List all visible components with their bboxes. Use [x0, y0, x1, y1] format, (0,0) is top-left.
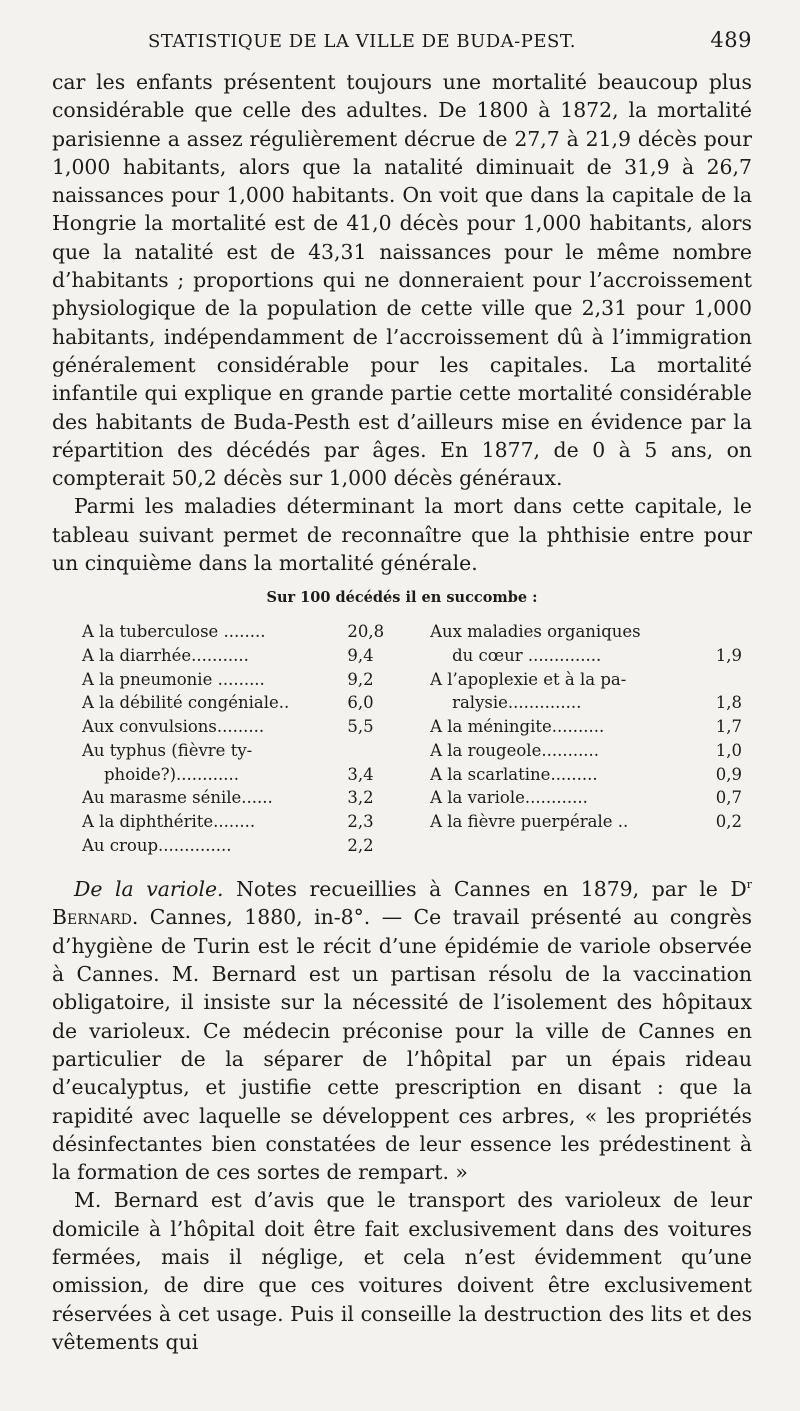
paragraph-transport: M. Bernard est d’avis que le transport des varioleux de leur domicile à l’hôpital doit être fait exclusivement dans des voitures fermées, mais il néglige, et cela n’est évidemment qu’une omission, de dire que ces voitures doivent être exclusivement réservées à cet usage. Puis il conseille la destruction des lits et des vêtements qui	[52, 1188, 752, 1354]
disease-label: Aux maladies organiques	[430, 622, 641, 642]
disease-label: Au marasme sénile......	[82, 788, 273, 808]
disease-value	[704, 620, 742, 644]
disease-label: phoide?)............	[104, 764, 239, 784]
table-row	[82, 620, 742, 644]
disease-value	[347, 739, 430, 763]
table-row	[82, 691, 742, 715]
table-row	[82, 763, 742, 787]
disease-label: A la diphthérite........	[82, 811, 256, 831]
disease-value: 1,8	[715, 693, 742, 713]
paragraph-diseases-intro: Parmi les maladies déterminant la mort dans cette capitale, le tableau suivant permet de reconnaître que la phthisie entre pour un cinquième dans la mortalité générale.	[52, 494, 752, 576]
author-name: Bernard	[52, 905, 132, 930]
disease-value: 0,2	[715, 811, 742, 831]
table-row	[82, 644, 742, 668]
disease-label: A la rougeole...........	[430, 740, 600, 760]
running-title: STATISTIQUE DE LA VILLE DE BUDA-PEST.	[148, 31, 576, 52]
table-row	[82, 834, 742, 858]
disease-label: du cœur ..............	[452, 646, 602, 666]
disease-value: 1,7	[715, 717, 742, 737]
mortality-table	[82, 620, 742, 857]
disease-label: A la diarrhée...........	[82, 646, 249, 666]
disease-value: 9,2	[347, 669, 374, 689]
disease-value: 1,9	[715, 646, 742, 666]
table-row	[82, 786, 742, 810]
disease-value: 6,0	[347, 693, 374, 713]
disease-label: Au typhus (fièvre ty-	[82, 740, 253, 760]
disease-value: 5,5	[347, 717, 374, 737]
disease-value: 3,4	[347, 764, 374, 784]
disease-value: 1,0	[715, 740, 742, 760]
disease-value: 20,8	[347, 622, 385, 642]
disease-value	[704, 668, 742, 692]
table-row	[82, 668, 742, 692]
disease-label: A la variole............	[430, 788, 588, 808]
disease-label: A la méningite..........	[430, 717, 605, 737]
disease-label: A l’apoplexie et à la pa-	[430, 669, 627, 689]
page	[52, 28, 752, 1356]
disease-label: Aux convulsions.........	[82, 717, 265, 737]
disease-label: A la pneumonie .........	[82, 669, 265, 689]
disease-value: 9,4	[347, 646, 374, 666]
page-number: 489	[710, 28, 752, 52]
disease-value: 2,2	[347, 835, 374, 855]
disease-label: A la débilité congéniale..	[82, 693, 290, 713]
disease-label	[430, 834, 704, 858]
paragraph-mortality: car les enfants présentent toujours une mortalité beaucoup plus considérable que celle des adultes. De 1800 à 1872, la mortalité parisienne a assez régulièrement décrue de 27,7 à 21,9 décès pour 1,000 habitants, alors que la natalité diminuait de 31,9 à 26,7 naissances pour 1,000 habitants. On voit que dans la capitale de la Hongrie la mortalité est de 41,0 décès pour 1,000 habitants, alors que la natalité est de 43,31 naissances pour le même nombre d’habitants ; proportions qui ne donneraient pour l’accroissement physiologique de la population de cette ville que 2,31 pour 1,000 habitants, indépendamment de l’accroissement dû à l’immigration généralement considérable pour les capitales. La mortalité infantile qui explique en grande partie cette mortalité considérable des habitants de Buda-Pesth est d’ailleurs mise en évidence par la répartition des décédés par âges. En 1877, de 0 à 5 ans, on compterait 50,2 décès sur 1,000 décès généraux.	[52, 70, 752, 491]
table-row	[82, 739, 742, 763]
disease-label: A la tuberculose ........	[82, 622, 266, 642]
disease-value: 0,7	[715, 788, 742, 808]
disease-value: 2,3	[347, 811, 374, 831]
disease-label: A la fièvre puerpérale ..	[430, 811, 629, 831]
disease-value	[704, 834, 742, 858]
disease-label: Au croup..............	[82, 835, 232, 855]
paragraph-variole: De la variole. Notes recueillies à Cannes en 1879, par le $D^r$ Bernard. Cannes, 1880, in-8°. — Ce travail présenté au congrès d’hygiène de Turin est le récit d’une épidémie de variole observée à Cannes. M. Bernard est un partisan résolu de la vaccination obligatoire, il insiste sur la nécessité de l’isolement des hôpitaux de varioleux. Ce médecin préconise pour la ville de Cannes en particulier de la séparer de l’hôpital par un épais rideau d’eucalyptus, et justifie cette prescription en disant : que la rapidité avec laquelle se développent ces arbres, « les propriétés désinfectantes bien constatées de leur essence les prédestinent à la formation de ces sortes de rempart. »	[52, 877, 752, 1185]
table-row	[82, 810, 742, 834]
section-title: De la variole.	[74, 877, 224, 902]
running-header	[52, 28, 752, 68]
table-caption: Sur 100 décédés il en succombe :	[266, 589, 538, 607]
disease-label: ralysie..............	[452, 693, 582, 713]
disease-label: A la scarlatine.........	[430, 764, 598, 784]
disease-value: 3,2	[347, 788, 374, 808]
disease-value: 0,9	[715, 764, 742, 784]
table-row	[82, 715, 742, 739]
